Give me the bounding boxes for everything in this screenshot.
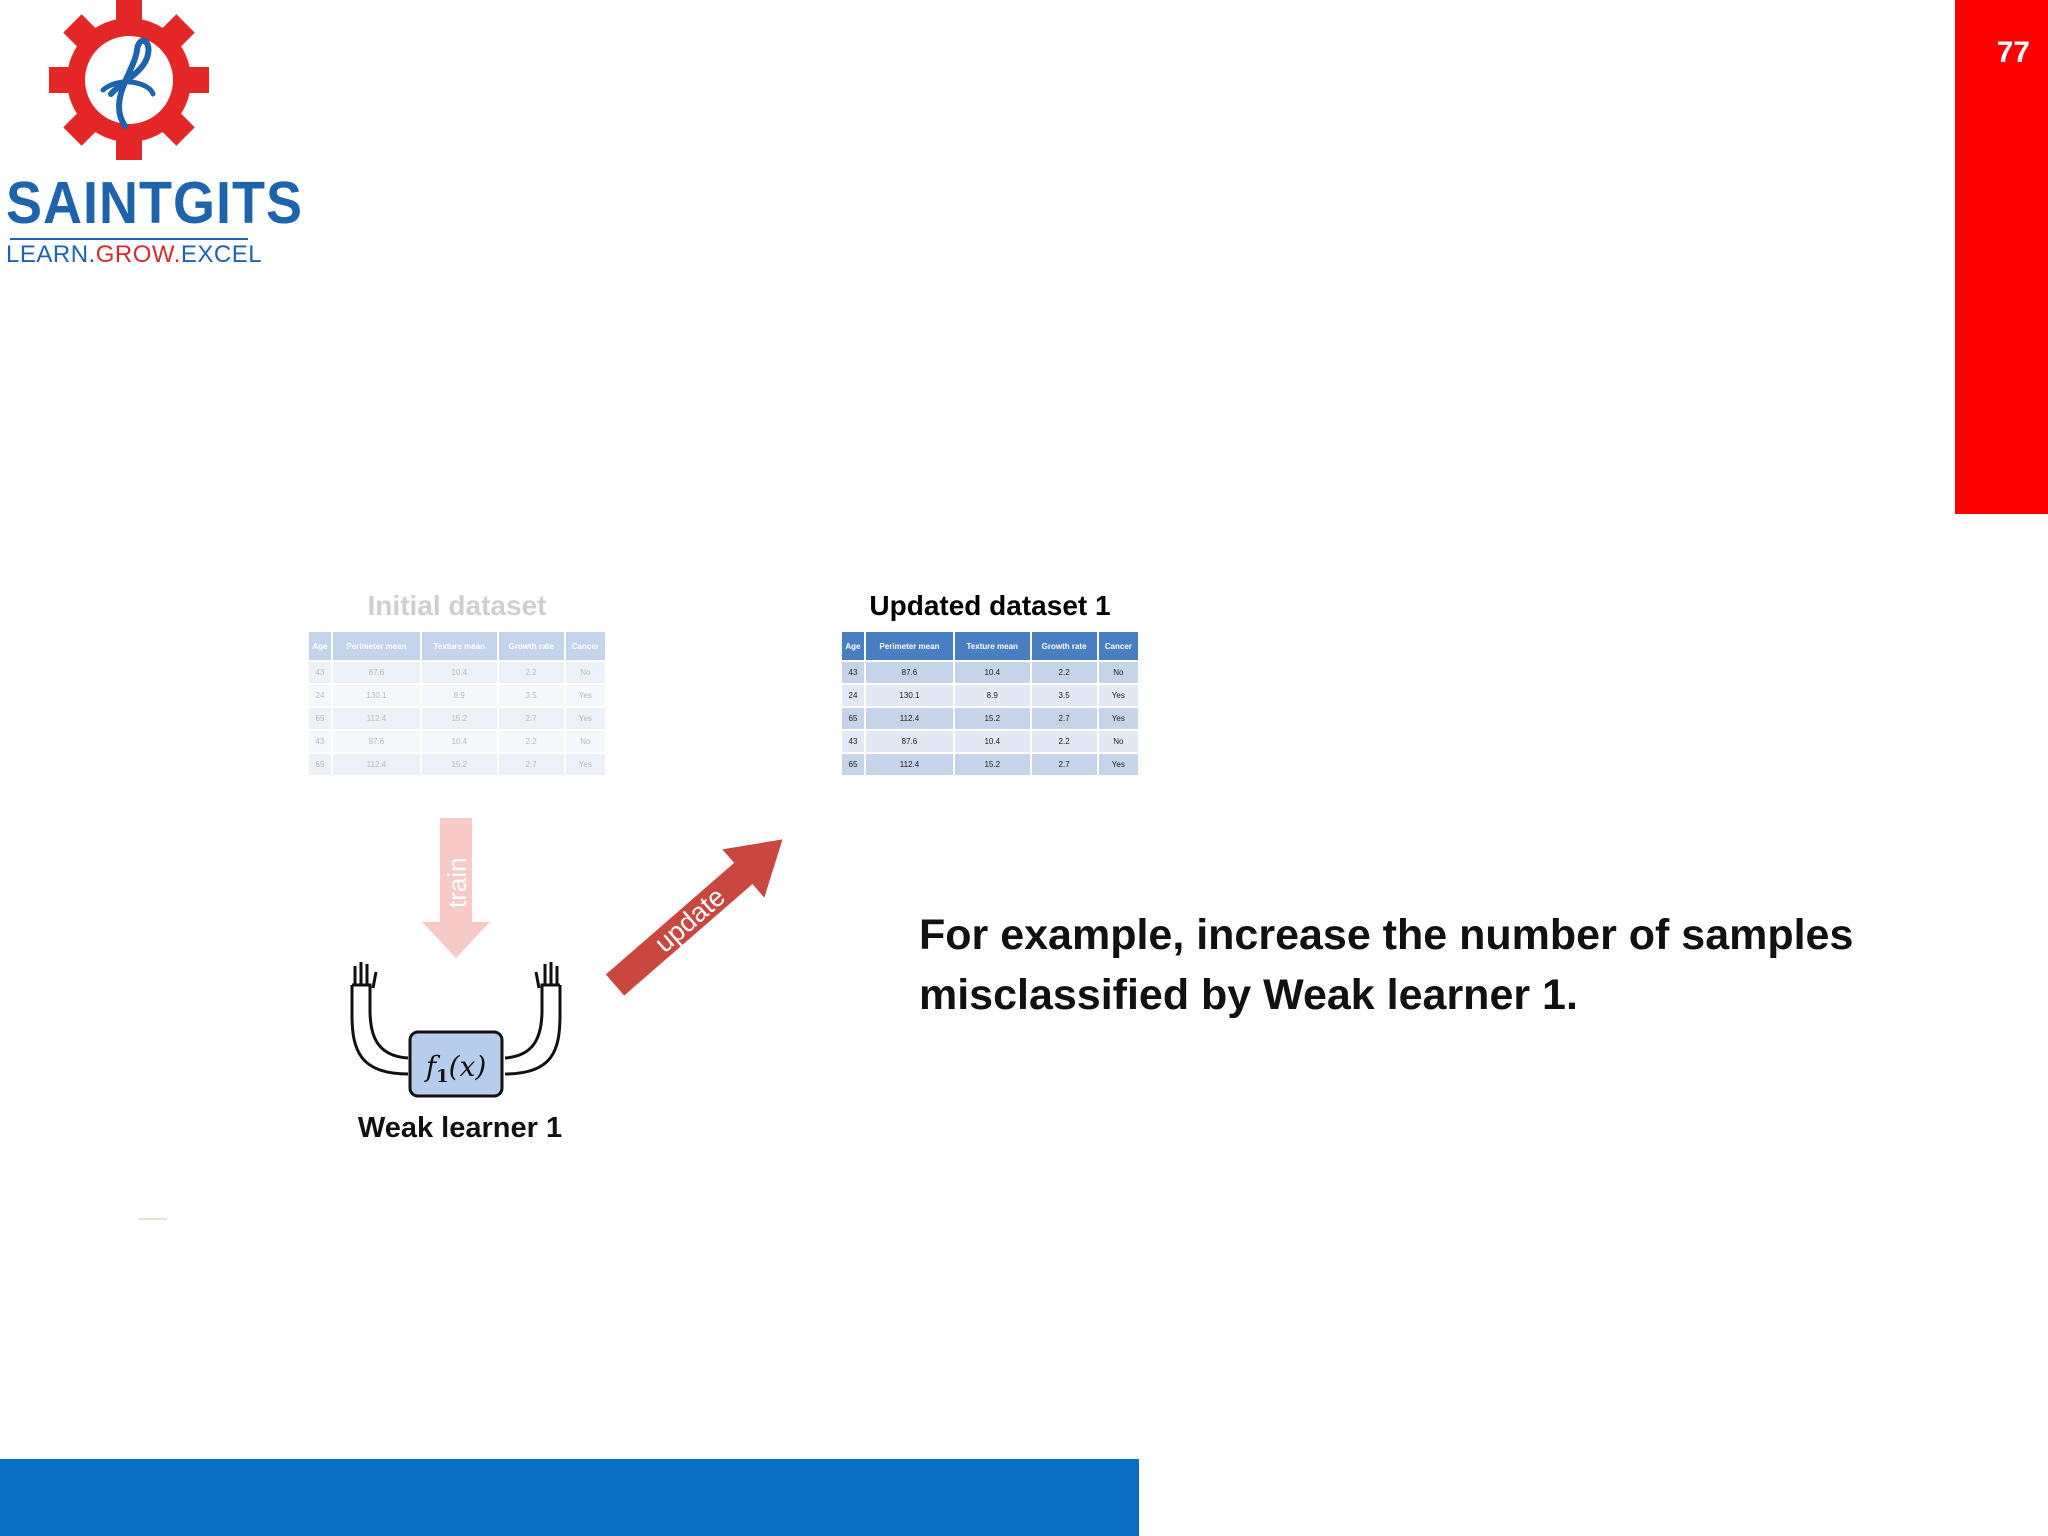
decorative-mark bbox=[139, 1218, 167, 1220]
column-header: Age bbox=[309, 632, 331, 660]
table-cell: Yes bbox=[1099, 754, 1138, 775]
table-cell: 2.2 bbox=[499, 662, 564, 683]
table-cell: 112.4 bbox=[866, 708, 953, 729]
slide-caption bbox=[919, 905, 1939, 1025]
footer-bar bbox=[0, 1459, 1139, 1536]
caption-line-2: misclassified by Weak learner 1. bbox=[919, 971, 1578, 1019]
tagline-learn: LEARN. bbox=[6, 241, 96, 268]
train-arrow bbox=[422, 818, 490, 958]
table-cell: 87.6 bbox=[333, 662, 420, 683]
table-cell: 10.4 bbox=[422, 731, 497, 752]
tagline-grow: GROW. bbox=[95, 241, 181, 268]
table-cell: 87.6 bbox=[866, 662, 953, 683]
column-header: Perimeter mean bbox=[333, 632, 420, 660]
table-cell: 8.9 bbox=[955, 685, 1030, 706]
table-cell: 43 bbox=[842, 662, 864, 683]
column-header: Texture mean bbox=[955, 632, 1030, 660]
table-cell: 112.4 bbox=[866, 754, 953, 775]
column-header: Cancer bbox=[1099, 632, 1138, 660]
table-cell: 3.5 bbox=[1032, 685, 1097, 706]
table-cell: 15.2 bbox=[955, 754, 1030, 775]
table-cell: 24 bbox=[842, 685, 864, 706]
table-cell: 15.2 bbox=[422, 754, 497, 775]
update-label: update bbox=[648, 881, 731, 959]
table-cell: 43 bbox=[842, 731, 864, 752]
table-cell: 87.6 bbox=[333, 731, 420, 752]
table-cell: 2.7 bbox=[1032, 754, 1097, 775]
table-cell: 3.5 bbox=[499, 685, 564, 706]
table-cell: 112.4 bbox=[333, 708, 420, 729]
table-cell: 65 bbox=[842, 754, 864, 775]
table-cell: 65 bbox=[842, 708, 864, 729]
table-cell: 15.2 bbox=[955, 708, 1030, 729]
weak-learner-label: Weak learner 1 bbox=[357, 1112, 563, 1144]
table-cell: 65 bbox=[309, 708, 331, 729]
table-cell: 2.7 bbox=[499, 708, 564, 729]
table-cell: No bbox=[566, 731, 605, 752]
table-cell: No bbox=[1099, 662, 1138, 683]
table-cell: 43 bbox=[309, 731, 331, 752]
slide-number: 77 bbox=[1996, 36, 2030, 69]
weak-learner-figure bbox=[352, 962, 560, 1096]
table-cell: 15.2 bbox=[422, 708, 497, 729]
table-cell: 112.4 bbox=[333, 754, 420, 775]
train-label: train bbox=[442, 857, 472, 908]
column-header: Perimeter mean bbox=[866, 632, 953, 660]
column-header: Age bbox=[842, 632, 864, 660]
learner-function: $f_1(x)$ bbox=[425, 1050, 487, 1087]
table-cell: Yes bbox=[1099, 685, 1138, 706]
table-cell: 24 bbox=[309, 685, 331, 706]
table-cell: 2.2 bbox=[1032, 731, 1097, 752]
table-cell: No bbox=[1099, 731, 1138, 752]
table-cell: No bbox=[566, 662, 605, 683]
table-cell: 43 bbox=[309, 662, 331, 683]
table-cell: 10.4 bbox=[422, 662, 497, 683]
table-cell: 2.2 bbox=[499, 731, 564, 752]
caption-line-1: For example, increase the number of samples bbox=[919, 911, 1854, 959]
table-cell: 65 bbox=[309, 754, 331, 775]
table-cell: Yes bbox=[566, 685, 605, 706]
table-cell: 2.7 bbox=[499, 754, 564, 775]
table-cell: 87.6 bbox=[866, 731, 953, 752]
updated-dataset-title: Updated dataset 1 bbox=[869, 590, 1111, 621]
table-cell: Yes bbox=[1099, 708, 1138, 729]
table-cell: 130.1 bbox=[866, 685, 953, 706]
table-cell: 10.4 bbox=[955, 731, 1030, 752]
table-cell: 10.4 bbox=[955, 662, 1030, 683]
initial-dataset-title: Initial dataset bbox=[367, 590, 547, 621]
table-cell: 2.7 bbox=[1032, 708, 1097, 729]
table-cell: Yes bbox=[566, 754, 605, 775]
column-header: Cancer bbox=[566, 632, 605, 660]
tagline-excel: EXCEL bbox=[180, 241, 263, 268]
table-cell: 130.1 bbox=[333, 685, 420, 706]
table-cell: 2.2 bbox=[1032, 662, 1097, 683]
table-cell: 8.9 bbox=[422, 685, 497, 706]
update-arrow bbox=[594, 815, 804, 1009]
logo-name: SAINTGITS bbox=[6, 170, 304, 236]
column-header: Texture mean bbox=[422, 632, 497, 660]
table-cell: Yes bbox=[566, 708, 605, 729]
column-header: Growth rate bbox=[1032, 632, 1097, 660]
column-header: Growth rate bbox=[499, 632, 564, 660]
